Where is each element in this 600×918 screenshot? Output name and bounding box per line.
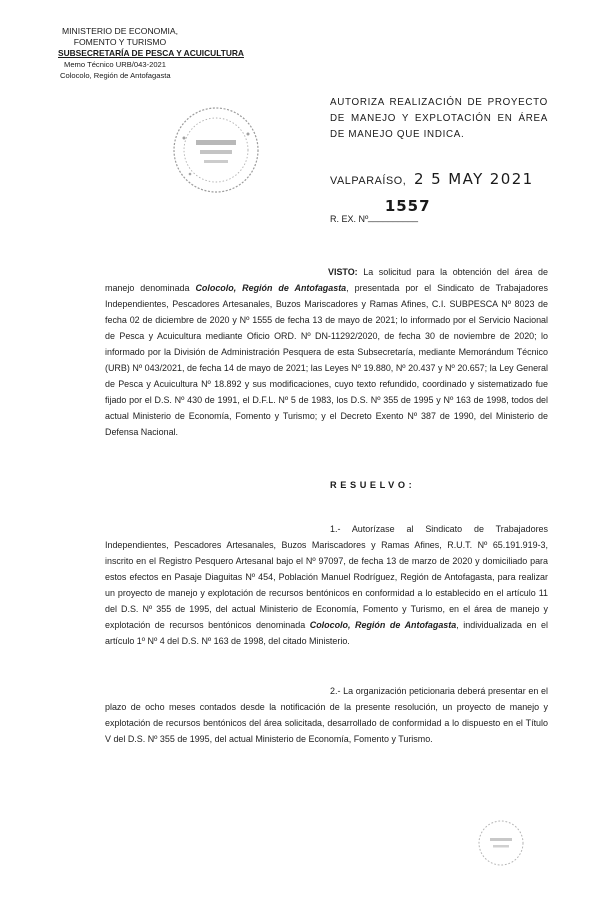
visto-label: VISTO:: [328, 267, 358, 277]
point-1-area-name: Colocolo, Región de Antofagasta: [309, 620, 457, 630]
ministry-line-2: FOMENTO Y TURISMO: [73, 37, 167, 47]
point-1-paragraph: [105, 521, 548, 649]
visto-text-2: , presentada por el Sindicato de Trabajadores Independientes, Pescadores Artesanales, Buzos Mariscadores y Ramas Afines, C.I. SUBPESCA Nº 8023 de fecha 02 de diciembre de 2020 y Nº 1555 de fecha 13 de mayo de 2021; lo informado por el Servicio Nacional de Pesca y Acuicultura mediante Oficio ORD. Nº DN-11292/2020, de fecha 30 de noviembre de 2020; lo informado por la División de Administración Pesquera de esta Subsecretaría, mediante Memorándum Técnico (URB) Nº 043/2021, de fecha 14 de mayo de 2021; las Leyes Nº 19.880, Nº 20.437 y Nº 20.657; la Ley General de Pesca y Acuicultura Nº 18.892 y sus modificaciones, cuyo texto refundido, coordinado y sistematizado fue fijado por el D.S. Nº 430 de 1991, el D.F.L. Nº 5 de 1983, los D.S. Nº 355 de 1995 y Nº 163 de 1998, todos del actual Ministerio de Economía, Fomento y Turismo; y el Decreto Exento Nº 387 de 1990, del Ministerio de Defensa Nacional.: [105, 283, 548, 437]
date-line: [330, 170, 534, 188]
resolution-label: R. EX. Nº: [330, 214, 369, 224]
point-1-number: 1.-: [330, 524, 352, 534]
memo-reference: Memo Técnico URB/043-2021: [64, 60, 167, 69]
initials-stamp: [476, 818, 526, 868]
resolution-blank-line: __________: [368, 212, 419, 222]
ministry-header: [58, 26, 243, 81]
subsecretaria-name: SUBSECRETARÍA DE PESCA Y ACUICULTURA: [58, 48, 244, 58]
location-reference: Colocolo, Región de Antofagasta: [60, 71, 171, 80]
point-1-text-1: Autorízase al Sindicato de Trabajadores Independientes, Pescadores Artesanales, Buzos Mariscadores y Ramas Afines, R.U.T. Nº 65.191.919-3, inscrito en el Registro Pesquero Artesanal bajo el Nº 97097, de fecha 13 de marzo de 2020 y domiciliado para estos efectos en Pasaje Diaguitas Nº 454, Población Manuel Rodríguez, Región de Antofagasta, para realizar un proyecto de manejo y explotación de recursos bentónicos en conformidad a lo establecido en el artículo 11 del D.S. Nº 355 de 1995, del actual Ministerio de Economía, Fomento y Turismo, en el área de manejo y explotación de recursos bentónicos denominada: [105, 524, 548, 630]
point-1-text-2: , individualizada en el artículo 1º Nº 4 del D.S. Nº 163 de 1998, del citado Ministerio.: [105, 620, 548, 646]
resolution-number: 1557: [384, 197, 431, 215]
document-title: AUTORIZA REALIZACIÓN DE PROYECTO DE MANEJO Y EXPLOTACIÓN EN ÁREA DE MANEJO QUE INDICA.: [330, 97, 548, 140]
date-value: 2 5 MAY 2021: [414, 170, 534, 188]
ministry-line-1: MINISTERIO DE ECONOMIA,: [61, 26, 179, 36]
point-2-text-1: La organización peticionaria deberá presentar en el plazo de ocho meses contados desde la notificación de la presente resolución, un proyecto de manejo y explotación de recursos bentónicos del área solicitada, desarrollado de conformidad a lo dispuesto en el Título V del D.S. Nº 355 de 1995, del actual Ministerio de Economía, Fomento y Turismo.: [105, 686, 548, 744]
visto-text-1: La solicitud para la obtención del área de manejo denominada: [105, 267, 548, 293]
official-seal-stamp: [170, 104, 262, 196]
resuelvo-heading: RESUELVO:: [330, 480, 416, 490]
visto-area-name: Colocolo, Región de Antofagasta: [195, 283, 347, 293]
visto-paragraph: [105, 264, 548, 440]
point-2-number: 2.-: [330, 686, 344, 696]
point-2-paragraph: [105, 683, 548, 747]
date-city: VALPARAÍSO,: [330, 175, 407, 187]
